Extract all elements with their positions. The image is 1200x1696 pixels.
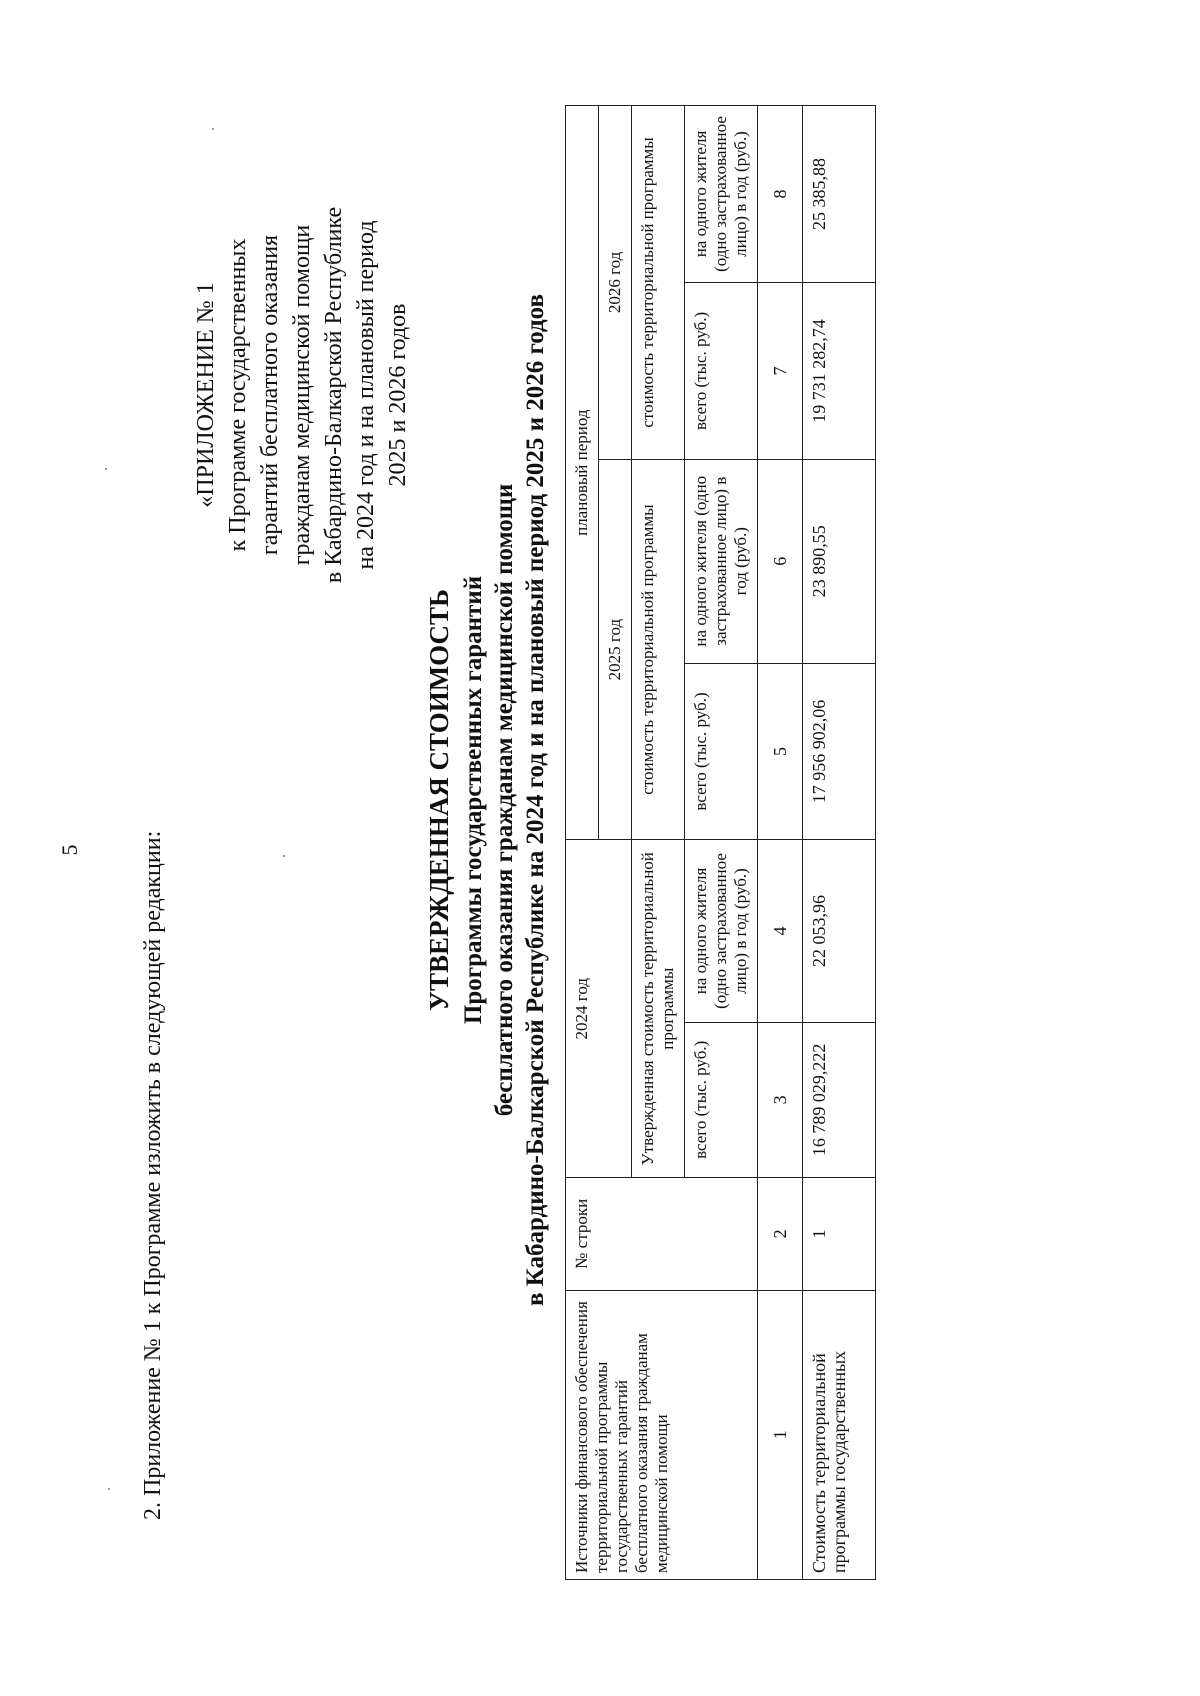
appendix-line: гарантий бесплатного оказания [257, 234, 283, 556]
header-per-capita: на одного жителя (одно застрахованное лицо) в год (руб.) [685, 106, 758, 283]
title-line: в Кабардино-Балкарской Республике на 2024 год и на плановый период 2025 и 2026 годов [522, 293, 549, 1307]
header-year-2026: 2026 год [599, 106, 632, 460]
header-approved-cost: Утвержденная стоимость территориальной программы [632, 840, 685, 1178]
column-number: 5 [758, 663, 803, 840]
appendix-line: к Программе государственных [225, 238, 251, 552]
header-planned-period: плановый период [566, 106, 599, 840]
cost-table [565, 105, 876, 1580]
title-main: УТВЕРЖДЕННАЯ СТОИМОСТЬ [424, 589, 454, 1011]
appendix-line: в Кабардино-Балкарской Республике [321, 206, 347, 584]
header-total: всего (тыс. руб.) [685, 663, 758, 840]
column-number: 8 [758, 106, 803, 283]
header-cost-2025: стоимость территориальной программы [632, 459, 685, 840]
row-total-2026: 19 731 282,74 [803, 283, 876, 460]
row-per-capita-2024: 22 053,96 [803, 840, 876, 1022]
table-row [803, 106, 876, 1580]
title-line: Программы государственных гарантий [460, 575, 487, 1025]
row-per-capita-2025: 23 890,55 [803, 459, 876, 663]
row-number: 1 [803, 1178, 876, 1291]
column-number: 6 [758, 459, 803, 663]
row-source: Стоимость территориальной программы государственных [803, 1290, 876, 1579]
column-number: 7 [758, 283, 803, 460]
header-row-number: № строки [566, 1178, 758, 1291]
column-number-row [758, 106, 803, 1580]
column-number: 2 [758, 1178, 803, 1291]
scan-speck [105, 468, 107, 470]
cost-table-wrapper [565, 105, 876, 1580]
header-cost-2026: стоимость территориальной программы [632, 106, 685, 460]
title-line: бесплатного оказания гражданам медицинской помощи [491, 483, 518, 1117]
appendix-line: гражданам медицинской помощи [289, 224, 315, 566]
header-year-2025: 2025 год [599, 459, 632, 840]
header-source: Источники финансового обеспечения территориальной программы государственных гарантий бесплатного оказания гражданам медицинской помощи [566, 1290, 758, 1579]
page-number: 5 [57, 844, 82, 856]
scan-speck [212, 128, 214, 130]
header-year-2024: 2024 год [566, 840, 632, 1178]
appendix-line: на 2024 год и на плановый период [353, 220, 379, 570]
header-total: всего (тыс. руб.) [685, 1022, 758, 1177]
scan-speck [108, 1488, 110, 1490]
row-total-2024: 16 789 029,222 [803, 1022, 876, 1177]
header-per-capita: на одного жителя (одно застрахованное лицо) в год (руб.) [685, 840, 758, 1022]
document-title [420, 260, 551, 1340]
scan-speck [283, 855, 285, 857]
column-number: 1 [758, 1290, 803, 1579]
row-per-capita-2026: 25 385,88 [803, 106, 876, 283]
appendix-line: 2025 и 2026 годов [385, 303, 411, 487]
header-per-capita: на одного жителя (одно застрахованное лицо) в год (руб.) [685, 459, 758, 663]
row-total-2025: 17 956 902,06 [803, 663, 876, 840]
column-number: 4 [758, 840, 803, 1022]
appendix-header [190, 100, 414, 690]
column-number: 3 [758, 1022, 803, 1177]
intro-line: 2. Приложение № 1 к Программе изложить в следующей редакции: [140, 830, 166, 1520]
header-row [566, 106, 599, 1580]
appendix-line: «ПРИЛОЖЕНИЕ № 1 [193, 282, 219, 508]
header-total: всего (тыс. руб.) [685, 283, 758, 460]
